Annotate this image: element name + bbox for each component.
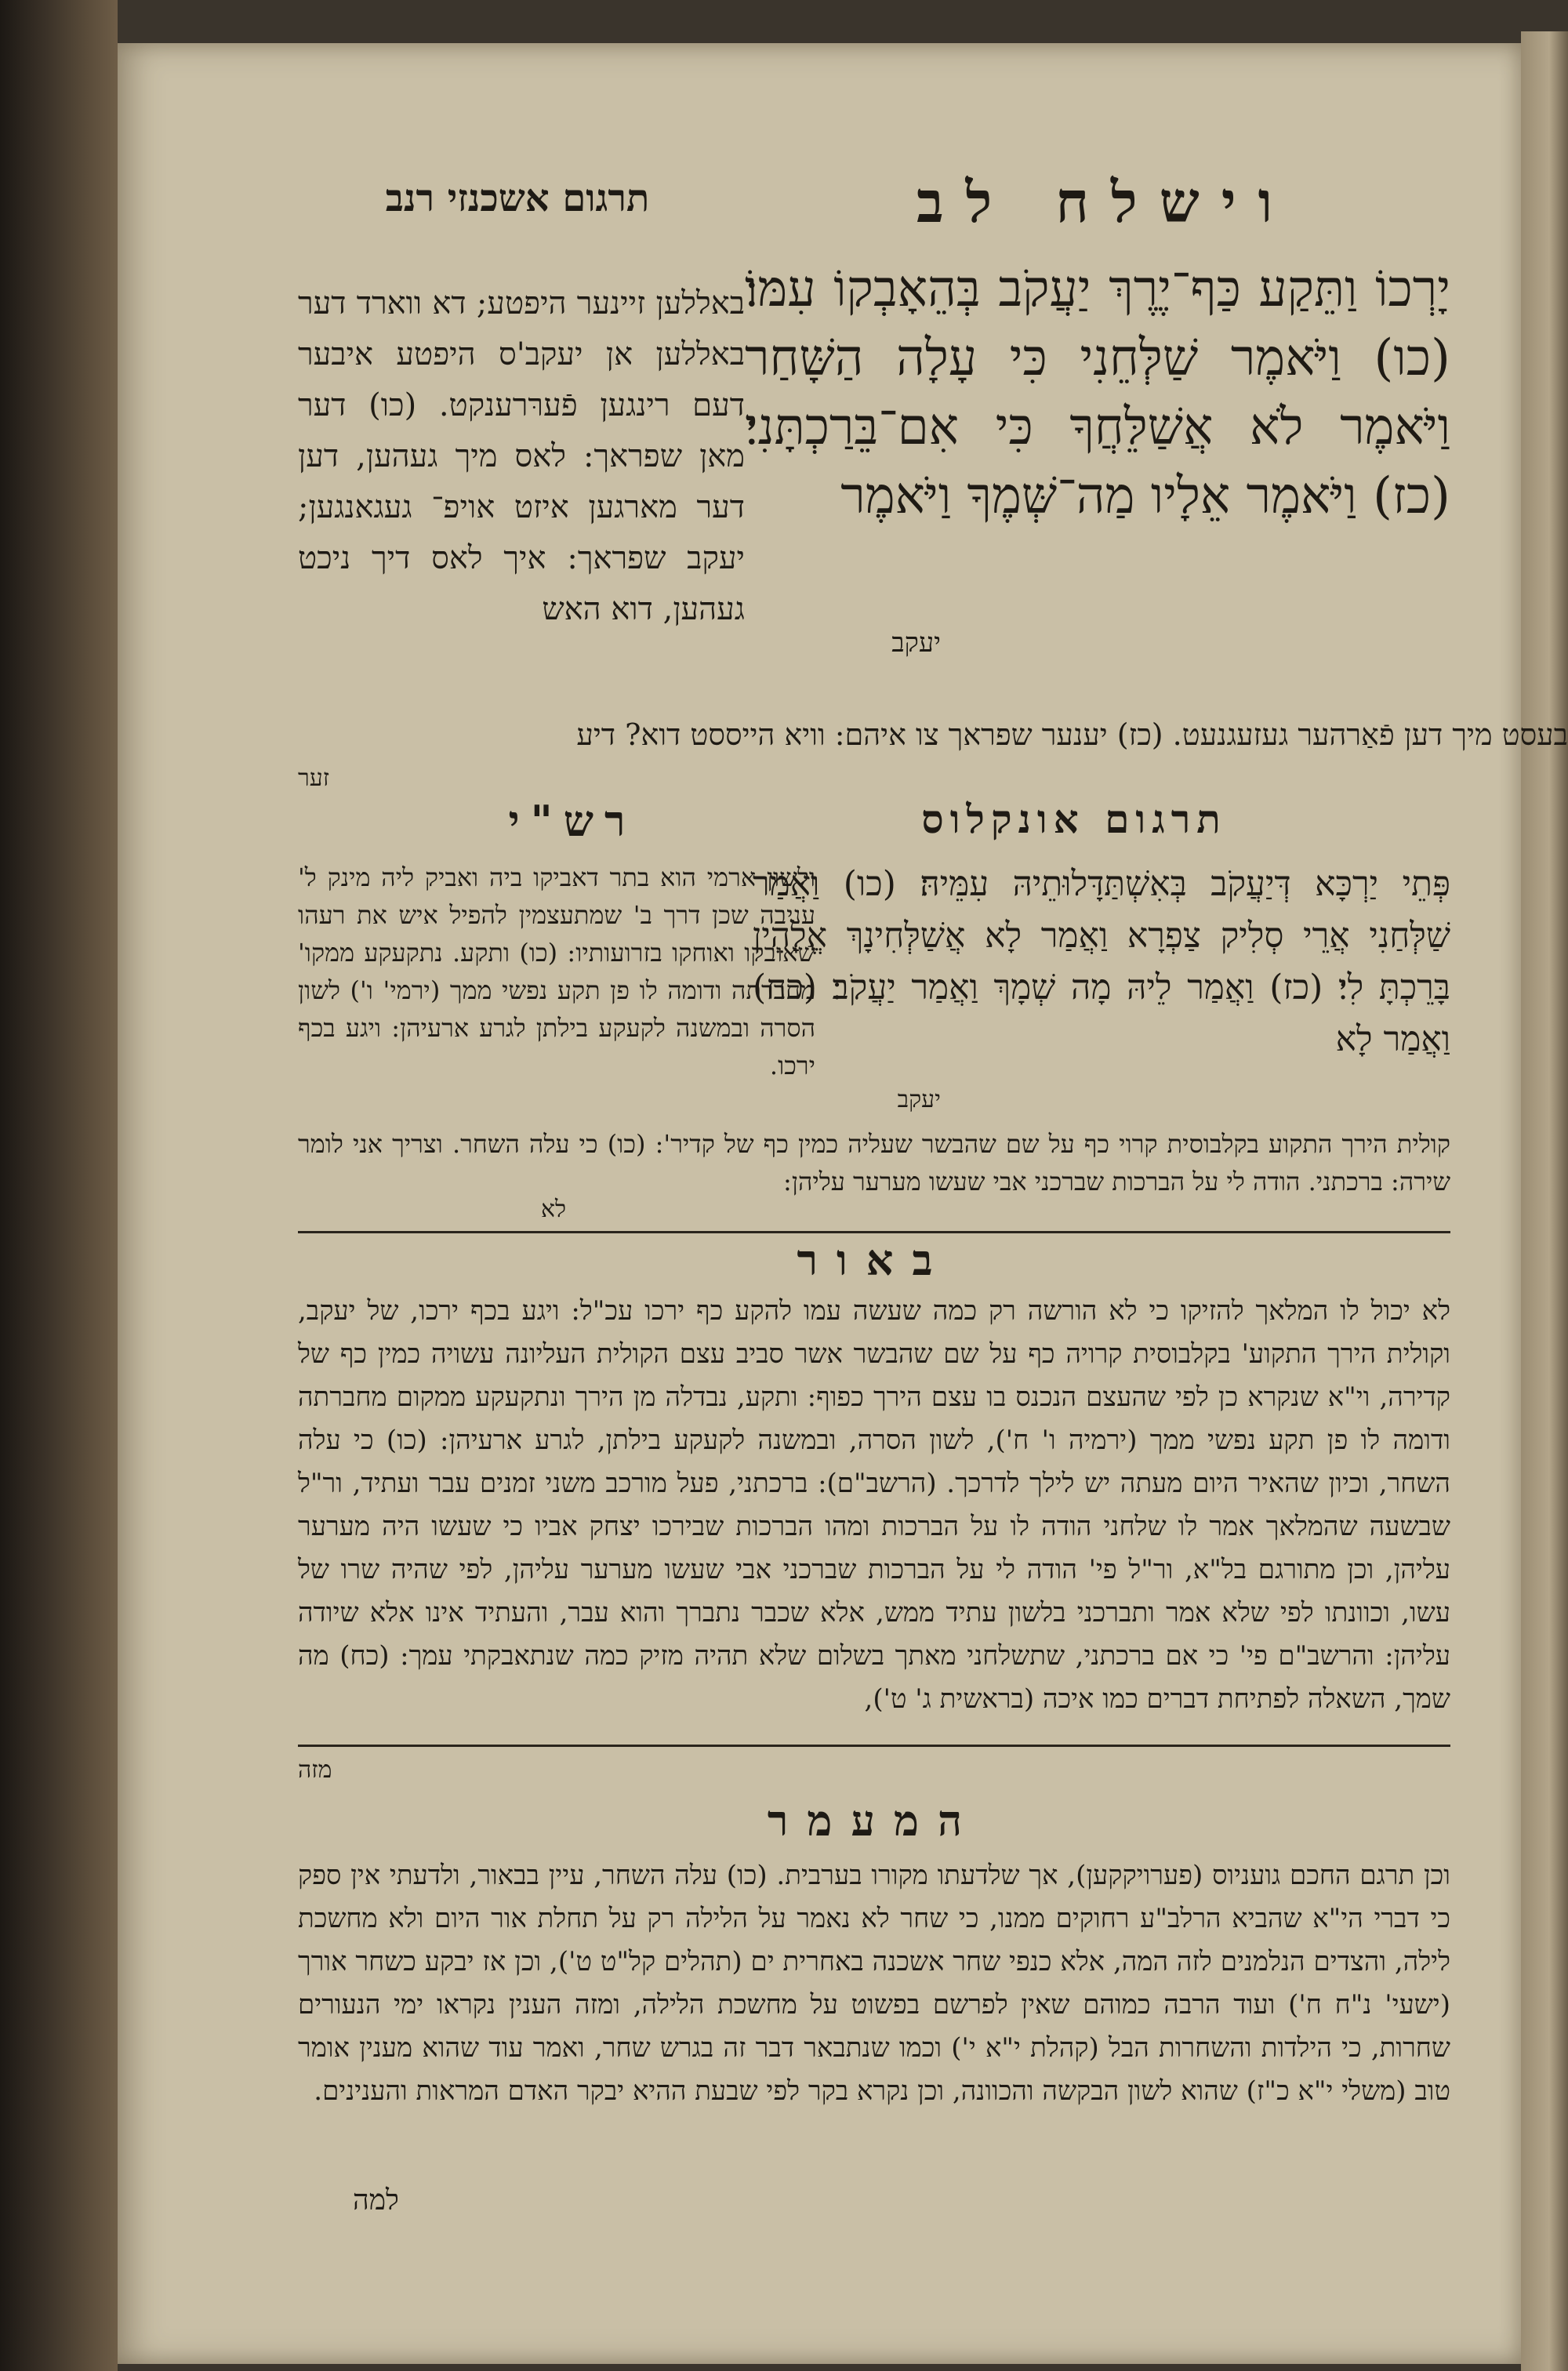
- section-divider: [298, 1745, 1450, 1747]
- measef-title: המעמר: [767, 1795, 982, 1846]
- rashi-continuation: קולית הירך התקוע בקלבוסית קרוי כף על שם שהבשר שעליה כמין כף של קדיר': (כו) כי עלה השחר. וצריך אני לומר שירה: ברכתני. הודה לי על הברכות שברכני אבי שעשו מערער עליהן:: [298, 1129, 1450, 1196]
- bible-text: יָרְכוֹ וַתֵּקַע כַּף־יֶרֶךְ יַעֲקֹב בְּהֵאָבְקוֹ עִמּוֹ׃ (כו) וַיֹּאמֶר שַׁלְּחֵנִי כִּי עָלָה הַשָּׁחַר וַיֹּאמֶר לֹא אֲשַׁלֵּחֲךָ כִּי אִם־בֵּרַכְתָּנִי׃ (כז) וַיֹּאמֶר אֵלָיו מַה־שְּׁמֶךָ וַיֹּאמֶר: [745, 260, 1451, 525]
- yiddish-translation: באללען זיינער היפטע; דא ווארד דער באללען אן יעקב'ס היפטע איבער דעם רינגען פֿערּרענקט. (כו) דער מאן שפראך: לאס מיך געהען, דען דער מארגען איזט אויפ־ געגאנגען; יעקב שפראך: איך לאס דיך ניכט געהען, דוא האש: [298, 285, 745, 627]
- onkelos-catchword: יעקב: [897, 1086, 941, 1113]
- biur-catchword: מזה: [298, 1756, 332, 1784]
- yiddish-continuation: בעסט מיך דען פֿאַרהער געזעגנעט. (כז) יענער שפראך צו איהם: וויא הייססט דוא? דיע: [576, 717, 1568, 752]
- rashi-title: רש"י: [508, 796, 637, 846]
- targum-header: תרגום אשכנזי רנב: [385, 176, 650, 220]
- rashi-text: ולשון ארמי הוא בתר דאביקו ביה ואביק ליה מינק ל' עניבה שכן דרך ב' שמתעצמין להפיל איש את רעהו שאובקו ואוחקו בזרועותיו: (כו) ותקע. נתקעקע ממקו' מחברתה ודומה לו פן תקע נפשי ממך (ירמי' ו') לשון הסרה ובמשנה לקעקע בילתן לגרע ארעיהן: ויגע בכף ירכו.: [298, 862, 815, 1080]
- onkelos-text: פְּתֵי יַרְכָּא דְּיַעֲקֹב בְּאִשְׁתַּדָּלוּתֵיהּ עִמֵּיהּ׃ (כו) וַאֲמַר שַׁלְּחַנִי אֲרֵי סְלִיק צַפְרָא וַאֲמַר לָא אֲשַׁלְּחִינָךְ אֱלָהֵין בָּרֵכְתָּ לִי׃ (כז) וַאֲמַר לֵיהּ מָה שְׁמָךְ וַאֲמַר יַעֲקֹב׃ (כח) וַאֲמַר לָא: [753, 864, 1450, 1059]
- page-catchword: למה: [353, 2184, 399, 2217]
- biur-title: באור: [797, 1235, 952, 1285]
- onkelos-title: תרגום אונקלוס: [921, 796, 1227, 842]
- book-spine-edge: [0, 0, 118, 2371]
- parasha-header: וישלח לב: [916, 169, 1294, 235]
- bible-catchword: יעקב: [891, 627, 941, 659]
- biur-text: לא יכול לו המלאך להזיקו כי לא הורשה רק כמה שעשה עמו להקע כף ירכו עכ"ל: ויגע בכף ירכו, של יעקב, וקולית הירך התקוע' בקלבוסית קרויה כף על שם שהבשר אשר סביב עצם הקולית העליונה עשויה כמין כף של קדירה, וי"א שנקרא כן לפי שהעצם הנכנס בו עצם הירך כפוף: ותקע, נבדלה מן הירך ונתקעקע ממקום מחברתה ודומה לו פן תקע נפשי ממך (ירמיה ו' ח'), לשון הסרה, ובמשנה לקעקע בילתן, לגרע ארעיהן: (כו) כי עלה השחר, וכיון שהאיר היום מעתה יש לילך לדרכך. (הרשב"ם): ברכתני, פעל מורכב משני זמנים עבר ועתיד, ור"ל שבשעה שהמלאך אמר לו שלחני הודה לו על הברכות ומהו הברכות שבירכו יצחק אביו כי שעשו היה מערער עליהן, וכן מתורגם בל"א, ור"ל פי' הודה לי על הברכות שברכני אבי שעשו מערער עליהן, לפי שהיה שרו של עשו, וכוונתו לפי שלא אמר ותברכני בלשון עתיד ממש, אלא שכבר נתברך והוא עבר, והעתיד אינו אלא שיודה עליהן: והרשב"ם פי' כי אם ברכתני, שתשלחני מאתך בשלום שלא תהיה מזיק כמה שנתאבקתי עמך: (כח) מה שמך, השאלה לפתיחת דברים כמו איכה (בראשית ג' ט'),: [298, 1295, 1450, 1715]
- rashi-catchword: לא: [541, 1196, 567, 1223]
- yiddish-catchword: זער: [298, 764, 330, 792]
- next-page-edge: [1521, 31, 1568, 2371]
- book-page: [118, 43, 1568, 2364]
- section-divider: [298, 1231, 1450, 1233]
- measef-text: וכן תרגם החכם גועניוס (פערויקקען), אך שלדעתו מקורו בערבית. (כו) עלה השחר, עיין בבאור, ולדעתי אין ספק כי דברי הי"א שהביא הרלב"ע רחוקים ממנו, כי שחר לא נאמר על הלילה רק על תחלת אור היום ולא מחשכת לילה, והצדים הנלמנים לזה המה, אלא כנפי שחר אשכנה באחרית ים (תהלים קל"ט ט'), וכן אז יבקע כשחר אורך (ישעי' נ"ח ח') ועוד הרבה כמוהם שאין לפרשם בפשוט על מחשכת הלילה, ומזה הענין נקראו ימי הנעורים שחרות, כי הילדות והשחרות הבל (קהלת י"א י') וכמו שנתבאר דבר זה בגרש שחר, ואמר עוד שהוא מענין אומר טוב (משלי י"א כ"ז) שהוא לשון הבקשה והכוונה, וכן נקרא בקר לפי שבעת ההיא יבקר האדם המראות והענינים.: [298, 1860, 1451, 2107]
